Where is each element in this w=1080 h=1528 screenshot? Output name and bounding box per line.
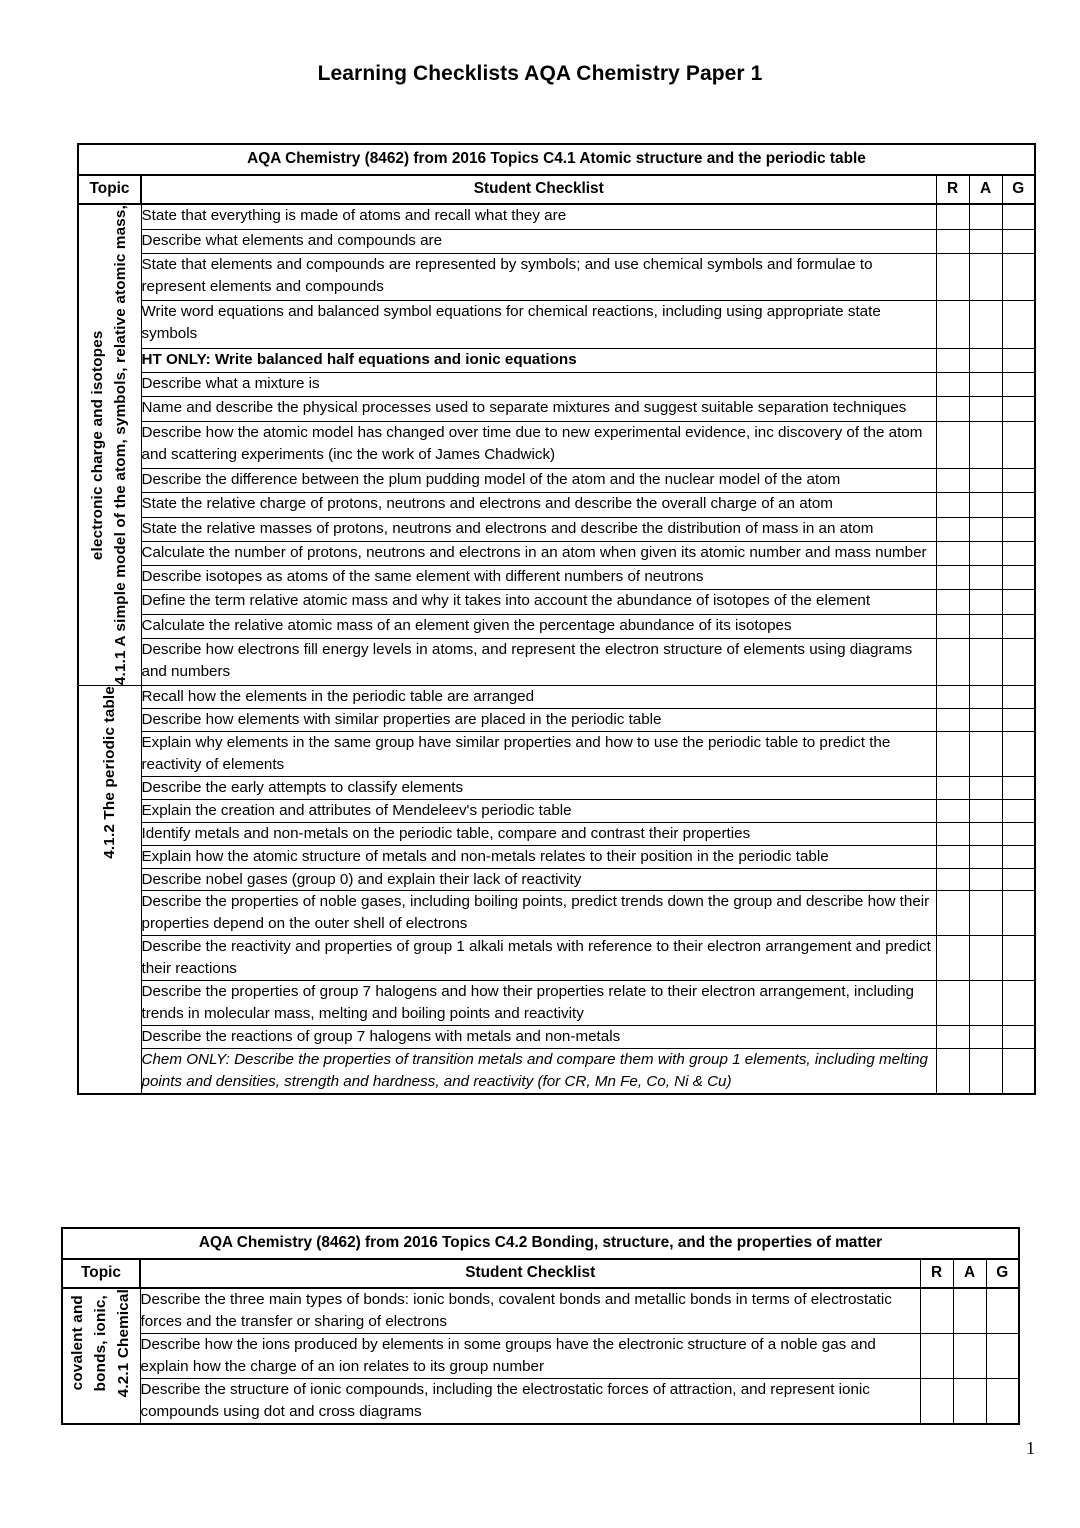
column-header-student-checklist: Student Checklist — [140, 1259, 920, 1288]
checklist-statement: Describe isotopes as atoms of the same element with different numbers of neutrons — [141, 566, 936, 590]
column-header-rag-a: A — [953, 1259, 986, 1288]
table-row — [78, 936, 1035, 981]
rag-checkbox-r[interactable] — [936, 469, 969, 493]
checklist-statement: HT ONLY: Write balanced half equations and ionic equations — [141, 348, 936, 372]
checklist-statement: Describe how the ions produced by elements in some groups have the electronic structure of a noble gas and explain how the charge of an ion relates to its group number — [140, 1334, 920, 1379]
rag-checkbox-g[interactable] — [1002, 301, 1035, 348]
table-row — [78, 301, 1035, 348]
rag-checkbox-r[interactable] — [936, 822, 969, 845]
rag-checkbox-a[interactable] — [969, 936, 1002, 981]
checklist-statement: Describe the reactions of group 7 halogens with metals and non-metals — [141, 1025, 936, 1048]
topic-label-line: bonds, ionic, — [92, 1295, 110, 1392]
rag-checkbox-a[interactable] — [969, 981, 1002, 1026]
checklist-statement: Chem ONLY: Describe the properties of transition metals and compare them with group 1 elements, including melting points and densities, strength and hardness, and reactivity (for CR, Mn Fe, Co, Ni & Cu) — [141, 1048, 936, 1093]
rag-checkbox-g[interactable] — [1002, 1048, 1035, 1093]
table-row — [62, 1378, 1019, 1423]
rag-checkbox-a[interactable] — [969, 493, 1002, 517]
rag-checkbox-a[interactable] — [953, 1378, 986, 1423]
rag-checkbox-r[interactable] — [936, 709, 969, 732]
checklist-statement: Calculate the relative atomic mass of an element given the percentage abundance of its isotopes — [141, 614, 936, 638]
rag-checkbox-r[interactable] — [936, 638, 969, 686]
rag-checkbox-a[interactable] — [969, 732, 1002, 777]
checklist-statement: Define the term relative atomic mass and why it takes into account the abundance of isotopes of the element — [141, 590, 936, 614]
checklist-table-c41 — [77, 143, 1036, 1095]
table-row — [78, 493, 1035, 517]
rag-checkbox-r[interactable] — [936, 229, 969, 253]
rag-checkbox-a[interactable] — [969, 1048, 1002, 1093]
rag-checkbox-a[interactable] — [953, 1334, 986, 1379]
rag-checkbox-a[interactable] — [969, 566, 1002, 590]
rag-checkbox-a[interactable] — [969, 638, 1002, 686]
rag-checkbox-g[interactable] — [986, 1334, 1019, 1379]
table-row — [78, 469, 1035, 493]
table-row — [78, 686, 1035, 709]
rag-checkbox-a[interactable] — [969, 469, 1002, 493]
rag-checkbox-g[interactable] — [1002, 348, 1035, 372]
topic-label-cell — [78, 204, 141, 686]
table-row — [78, 638, 1035, 686]
rag-checkbox-r[interactable] — [936, 301, 969, 348]
rag-checkbox-r[interactable] — [936, 517, 969, 541]
rag-checkbox-a[interactable] — [969, 421, 1002, 468]
table-row — [78, 421, 1035, 468]
rag-checkbox-g[interactable] — [1002, 936, 1035, 981]
rag-checkbox-g[interactable] — [986, 1288, 1019, 1333]
rag-checkbox-g[interactable] — [1002, 822, 1035, 845]
rag-checkbox-r[interactable] — [920, 1334, 953, 1379]
rag-checkbox-a[interactable] — [969, 614, 1002, 638]
table-row — [78, 590, 1035, 614]
checklist-statement: Describe the early attempts to classify elements — [141, 777, 936, 800]
table-row — [62, 1334, 1019, 1379]
page-number: 1 — [1026, 1438, 1035, 1458]
table-row — [62, 1288, 1019, 1333]
table-row — [78, 1025, 1035, 1048]
rag-checkbox-g[interactable] — [1002, 541, 1035, 565]
table-row — [78, 348, 1035, 372]
table-row — [78, 517, 1035, 541]
rag-checkbox-r[interactable] — [936, 799, 969, 822]
rag-checkbox-r[interactable] — [936, 397, 969, 421]
rag-checkbox-a[interactable] — [969, 590, 1002, 614]
rag-checkbox-r[interactable] — [936, 614, 969, 638]
table-row — [78, 397, 1035, 421]
checklist-statement: Explain how the atomic structure of metals and non-metals relates to their position in the periodic table — [141, 845, 936, 868]
rag-checkbox-r[interactable] — [936, 253, 969, 300]
checklist-statement: Describe the properties of group 7 halogens and how their properties relate to their electron arrangement, including trends in molecular mass, melting and boiling points and reactivity — [141, 981, 936, 1026]
rag-checkbox-r[interactable] — [936, 566, 969, 590]
checklist-statement: Write word equations and balanced symbol equations for chemical reactions, including using appropriate state symbols — [141, 301, 936, 348]
checklist-statement: Name and describe the physical processes used to separate mixtures and suggest suitable separation techniques — [141, 397, 936, 421]
rag-checkbox-g[interactable] — [1002, 614, 1035, 638]
rag-checkbox-g[interactable] — [1002, 638, 1035, 686]
table-row — [78, 981, 1035, 1026]
table-banner-title: AQA Chemistry (8462) from 2016 Topics C4.2 Bonding, structure, and the properties of matter — [62, 1228, 1019, 1259]
rag-checkbox-g[interactable] — [1002, 517, 1035, 541]
topic-label-line: covalent and — [69, 1295, 87, 1392]
rag-checkbox-a[interactable] — [969, 373, 1002, 397]
rag-checkbox-g[interactable] — [1002, 709, 1035, 732]
table-row — [78, 204, 1035, 229]
rag-checkbox-g[interactable] — [1002, 1025, 1035, 1048]
checklist-statement: Explain why elements in the same group have similar properties and how to use the periodic table to predict the reactivity of elements — [141, 732, 936, 777]
table-row — [78, 541, 1035, 565]
table-banner-row — [62, 1228, 1019, 1259]
checklist-statement: Describe the difference between the plum pudding model of the atom and the nuclear model of the atom — [141, 469, 936, 493]
rag-checkbox-r[interactable] — [936, 204, 969, 229]
table-row — [78, 799, 1035, 822]
topic-label-cell — [78, 686, 141, 1094]
rag-checkbox-r[interactable] — [920, 1378, 953, 1423]
rag-checkbox-g[interactable] — [1002, 868, 1035, 891]
rag-checkbox-g[interactable] — [1002, 590, 1035, 614]
rag-checkbox-r[interactable] — [936, 777, 969, 800]
column-header-student-checklist: Student Checklist — [141, 175, 936, 204]
checklist-statement: Describe what elements and compounds are — [141, 229, 936, 253]
rag-checkbox-g[interactable] — [1002, 891, 1035, 936]
checklist-statement: State the relative charge of protons, neutrons and electrons and describe the overall charge of an atom — [141, 493, 936, 517]
table-header-row — [78, 175, 1035, 204]
topic-label-cell — [62, 1288, 140, 1423]
table-row — [78, 1048, 1035, 1093]
rag-checkbox-r[interactable] — [936, 732, 969, 777]
checklist-table-c41-wrapper — [77, 143, 1036, 1095]
rag-checkbox-a[interactable] — [969, 845, 1002, 868]
rag-checkbox-r[interactable] — [936, 868, 969, 891]
rag-checkbox-r[interactable] — [936, 981, 969, 1026]
rag-checkbox-g[interactable] — [1002, 777, 1035, 800]
column-header-rag-a: A — [969, 175, 1002, 204]
column-header-rag-r: R — [936, 175, 969, 204]
rag-checkbox-g[interactable] — [1002, 253, 1035, 300]
rag-checkbox-g[interactable] — [1002, 469, 1035, 493]
rag-checkbox-g[interactable] — [1002, 229, 1035, 253]
rag-checkbox-a[interactable] — [969, 348, 1002, 372]
rag-checkbox-g[interactable] — [1002, 493, 1035, 517]
rag-checkbox-a[interactable] — [969, 686, 1002, 709]
checklist-table-c42-wrapper — [61, 1227, 1020, 1425]
rag-checkbox-a[interactable] — [969, 709, 1002, 732]
topic-label-line: 4.1.1 A simple model of the atom, symbols, relative atomic mass, — [112, 205, 130, 686]
rag-checkbox-a[interactable] — [969, 204, 1002, 229]
checklist-statement: State the relative masses of protons, neutrons and electrons and describe the distribution of mass in an atom — [141, 517, 936, 541]
table-row — [78, 709, 1035, 732]
rag-checkbox-r[interactable] — [936, 541, 969, 565]
rag-checkbox-r[interactable] — [936, 891, 969, 936]
checklist-statement: Describe the structure of ionic compounds, including the electrostatic forces of attraction, and represent ionic compounds using dot and cross diagrams — [140, 1378, 920, 1423]
rag-checkbox-g[interactable] — [1002, 421, 1035, 468]
checklist-statement: Describe what a mixture is — [141, 373, 936, 397]
checklist-statement: Describe the reactivity and properties of group 1 alkali metals with reference to their electron arrangement and predict their reactions — [141, 936, 936, 981]
table-row — [78, 868, 1035, 891]
checklist-statement: Identify metals and non-metals on the periodic table, compare and contrast their properties — [141, 822, 936, 845]
table-row — [78, 845, 1035, 868]
rag-checkbox-a[interactable] — [969, 868, 1002, 891]
rag-checkbox-a[interactable] — [969, 822, 1002, 845]
rag-checkbox-g[interactable] — [1002, 799, 1035, 822]
table-row — [78, 373, 1035, 397]
checklist-statement: Describe how electrons fill energy levels in atoms, and represent the electron structure of elements using diagrams and numbers — [141, 638, 936, 686]
checklist-statement: State that everything is made of atoms and recall what they are — [141, 204, 936, 229]
rag-checkbox-a[interactable] — [969, 541, 1002, 565]
rag-checkbox-r[interactable] — [936, 845, 969, 868]
rag-checkbox-g[interactable] — [1002, 566, 1035, 590]
rag-checkbox-a[interactable] — [969, 799, 1002, 822]
checklist-statement: Describe the three main types of bonds: ionic bonds, covalent bonds and metallic bonds in terms of electrostatic forces and the transfer or sharing of electrons — [140, 1288, 920, 1333]
checklist-statement: Calculate the number of protons, neutrons and electrons in an atom when given its atomic number and mass number — [141, 541, 936, 565]
topic-label-line: 4.2.1 Chemical — [115, 1289, 133, 1398]
rag-checkbox-r[interactable] — [936, 590, 969, 614]
table-row — [78, 822, 1035, 845]
column-header-topic: Topic — [62, 1259, 140, 1288]
rag-checkbox-r[interactable] — [936, 348, 969, 372]
column-header-rag-r: R — [920, 1259, 953, 1288]
rag-checkbox-a[interactable] — [969, 301, 1002, 348]
column-header-rag-g: G — [986, 1259, 1019, 1288]
rag-checkbox-g[interactable] — [986, 1378, 1019, 1423]
rag-checkbox-a[interactable] — [969, 253, 1002, 300]
table-row — [78, 566, 1035, 590]
rag-checkbox-g[interactable] — [1002, 981, 1035, 1026]
rag-checkbox-g[interactable] — [1002, 397, 1035, 421]
checklist-statement: Describe the properties of noble gases, including boiling points, predict trends down the group and describe how their properties depend on the outer shell of electrons — [141, 891, 936, 936]
checklist-statement: Recall how the elements in the periodic table are arranged — [141, 686, 936, 709]
table-row — [78, 229, 1035, 253]
rag-checkbox-r[interactable] — [936, 373, 969, 397]
table-header-row — [62, 1259, 1019, 1288]
table-banner-row — [78, 144, 1035, 175]
rag-checkbox-r[interactable] — [936, 936, 969, 981]
checklist-statement: Describe how elements with similar properties are placed in the periodic table — [141, 709, 936, 732]
rag-checkbox-a[interactable] — [969, 517, 1002, 541]
rag-checkbox-g[interactable] — [1002, 686, 1035, 709]
rag-checkbox-g[interactable] — [1002, 204, 1035, 229]
table-row — [78, 732, 1035, 777]
rag-checkbox-r[interactable] — [936, 1048, 969, 1093]
rag-checkbox-g[interactable] — [1002, 845, 1035, 868]
rag-checkbox-r[interactable] — [936, 1025, 969, 1048]
table-row — [78, 891, 1035, 936]
rag-checkbox-a[interactable] — [969, 397, 1002, 421]
table-banner-title: AQA Chemistry (8462) from 2016 Topics C4.1 Atomic structure and the periodic table — [78, 144, 1035, 175]
topic-label-line: electronic charge and isotopes — [89, 330, 107, 561]
checklist-statement: Explain the creation and attributes of Mendeleev's periodic table — [141, 799, 936, 822]
rag-checkbox-r[interactable] — [936, 493, 969, 517]
rag-checkbox-a[interactable] — [953, 1288, 986, 1333]
checklist-statement: Describe how the atomic model has changed over time due to new experimental evidence, inc discovery of the atom and scattering experiments (inc the work of James Chadwick) — [141, 421, 936, 468]
table-row — [78, 253, 1035, 300]
rag-checkbox-r[interactable] — [936, 686, 969, 709]
checklist-statement: State that elements and compounds are represented by symbols; and use chemical symbols and formulae to represent elements and compounds — [141, 253, 936, 300]
checklist-statement: Describe nobel gases (group 0) and explain their lack of reactivity — [141, 868, 936, 891]
rag-checkbox-a[interactable] — [969, 229, 1002, 253]
page-title: Learning Checklists AQA Chemistry Paper 1 — [317, 62, 763, 85]
rag-checkbox-a[interactable] — [969, 1025, 1002, 1048]
topic-label-line: 4.1.2 The periodic table — [100, 686, 118, 860]
column-header-topic: Topic — [78, 175, 141, 204]
rag-checkbox-r[interactable] — [936, 421, 969, 468]
column-header-rag-g: G — [1002, 175, 1035, 204]
table-row — [78, 777, 1035, 800]
table-row — [78, 614, 1035, 638]
rag-checkbox-g[interactable] — [1002, 732, 1035, 777]
rag-checkbox-a[interactable] — [969, 777, 1002, 800]
rag-checkbox-r[interactable] — [920, 1288, 953, 1333]
checklist-table-c42 — [61, 1227, 1020, 1425]
rag-checkbox-a[interactable] — [969, 891, 1002, 936]
rag-checkbox-g[interactable] — [1002, 373, 1035, 397]
